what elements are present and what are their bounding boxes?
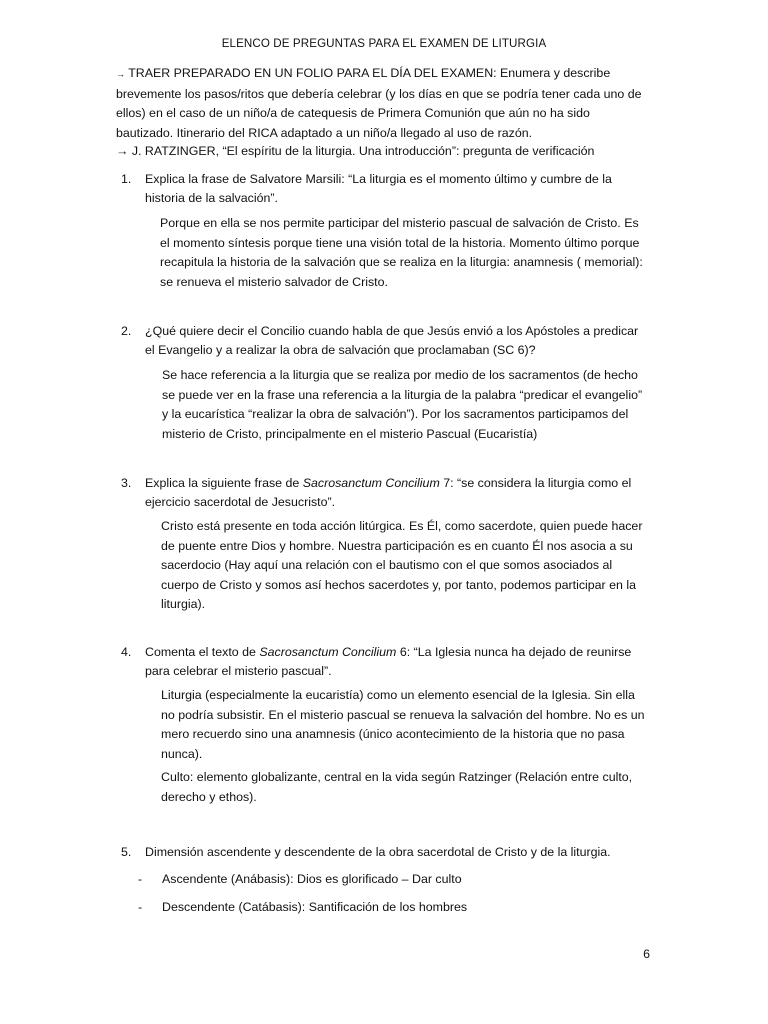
list-item bbox=[138, 898, 648, 917]
question-text-part: Comenta el texto de bbox=[145, 645, 260, 659]
question-4 bbox=[121, 643, 646, 681]
question-3 bbox=[121, 474, 646, 512]
page-number: 6 bbox=[643, 947, 650, 961]
question-number: 2. bbox=[121, 324, 132, 338]
question-text: ¿Qué quiere decir el Concilio cuando habla de que Jesús envió a los Apóstoles a predicar el Evangelio y a realizar la obra de salvación que proclamaban (SC 6)? bbox=[145, 324, 639, 358]
answer-3: Cristo está presente en toda acción litúrgica. Es Él, como sacerdote, quien puede hacer de puente entre Dios y hombre. Nuestra participación es en cuanto Él nos asocia a su sacerdocio (Hay aquí una relación con el bautismo con el que somos asociados al cuerpo de Cristo y somos así hechos sacerdotes y, por tanto, podemos participar en la liturgia). bbox=[161, 519, 643, 611]
list-dash: - bbox=[138, 872, 143, 886]
question-number: 1. bbox=[121, 172, 132, 186]
answer-1: Porque en ella se nos permite participar del misterio pascual de salvación de Cristo. Es el momento síntesis porque tiene una visión total de la historia. Momento último porque recapitula la historia de la salvación que se realiza en la liturgia: anamnesis ( memorial): se renueva el misterio salvador de Cristo. bbox=[160, 216, 643, 289]
answer-4: Liturgia (especialmente la eucaristía) como un elemento esencial de la Iglesia. Sin ella no podría subsistir. En el misterio pascual se renueva la salvación del hombre. No es un mero recuerdo sino una anamnesis (único acontecimiento de la historia que no pasa nunca). bbox=[161, 688, 645, 761]
question-5 bbox=[121, 843, 646, 862]
question-text: Dimensión ascendente y descendente de la obra sacerdotal de Cristo y de la liturgia. bbox=[145, 845, 611, 859]
list-item-text: Descendente (Catábasis): Santificación de los hombres bbox=[162, 900, 468, 914]
page-title: ELENCO DE PREGUNTAS PARA EL EXAMEN DE LITURGIA bbox=[221, 37, 547, 50]
list-dash: - bbox=[138, 900, 143, 914]
intro-instruction bbox=[116, 64, 646, 143]
list-item-text: Ascendente (Anábasis): Dios es glorificado – Dar culto bbox=[162, 872, 462, 886]
question-text-part: 7: “se considera la liturgia como el ejercicio sacerdotal de Jesucristo”. bbox=[145, 476, 632, 510]
intro-ratzinger bbox=[116, 142, 646, 162]
document-title: Sacrosanctum Concilium bbox=[259, 645, 397, 659]
question-number: 5. bbox=[121, 845, 132, 859]
document-title: Sacrosanctum Concilium bbox=[302, 476, 440, 490]
question-text bbox=[145, 643, 646, 681]
question-1 bbox=[121, 170, 646, 208]
arrow-icon: → bbox=[116, 144, 129, 158]
question-text bbox=[145, 474, 646, 512]
question-number: 4. bbox=[121, 645, 132, 659]
intro-ratzinger-text: J. RATZINGER, “El espíritu de la liturgia. Una introducción”: pregunta de verificación bbox=[131, 144, 595, 158]
arrow-icon: → bbox=[116, 69, 125, 79]
question-text: Explica la frase de Salvatore Marsili: “La liturgia es el momento último y cumbre de la historia de la salvación”. bbox=[145, 172, 612, 206]
answer-4-culto: Culto: elemento globalizante, central en la vida según Ratzinger (Relación entre culto, derecho y ethos). bbox=[161, 770, 633, 804]
question-2 bbox=[121, 322, 646, 360]
question-text-part: 6: “La Iglesia nunca ha dejado de reunirse para celebrar el misterio pascual”. bbox=[145, 645, 632, 679]
intro-instruction-text: TRAER PREPARADO EN UN FOLIO PARA EL DÍA DEL EXAMEN: Enumera y describe brevemente los pasos/ritos que debería celebrar (y los días en que se podría tener cada uno de ellos) en el caso de un niño/a de catequesis de Primera Comunión que aún no ha sido bautizado. Itinerario del RICA adaptado a un niño/a llegado al uso de razón. bbox=[116, 66, 642, 140]
answer-2: Se hace referencia a la liturgia que se realiza por medio de los sacramentos (de hecho se puede ver en la frase una referencia a la liturgia de la palabra “predicar el evangelio” y la eucarística “realizar la obra de salvación”). Por los sacramentos participamos del misterio de Cristo, principalmente en el misterio Pascual (Eucaristía) bbox=[162, 368, 643, 441]
question-number: 3. bbox=[121, 476, 132, 490]
list-item bbox=[138, 870, 648, 889]
question-text-part: Explica la siguiente frase de bbox=[145, 476, 303, 490]
